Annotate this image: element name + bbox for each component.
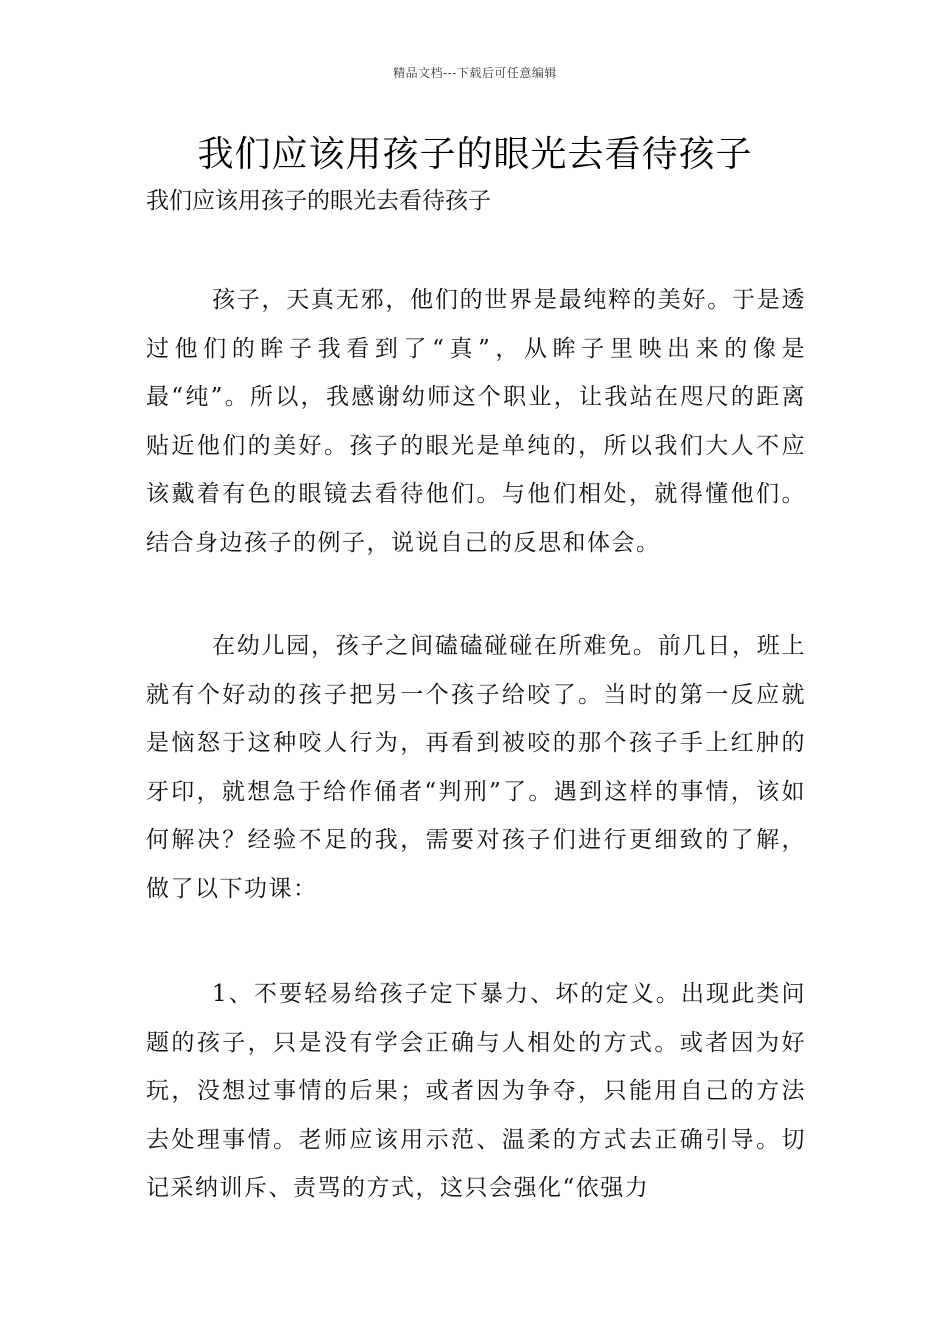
document-title: 我们应该用孩子的眼光去看待孩子: [197, 134, 753, 175]
document-subtitle: 我们应该用孩子的眼光去看待孩子: [146, 188, 491, 214]
body-paragraph-1: 孩子，天真无邪，他们的世界是最纯粹的美好。于是透过他们的眸子我看到了“真”，从眸子里映出来的像是最“纯”。所以，我感谢幼师这个职业，让我站在咫尺的距离贴近他们的美好。孩子的眼光是单纯的，所以我们大人不应该戴着有色的眼镜去看待他们。与他们相处，就得懂他们。结合身边孩子的例子，说说自己的反思和体会。: [146, 287, 806, 556]
page-header-note: 精品文档---下载后可任意编辑: [393, 66, 557, 80]
body-paragraph-2: 在幼儿园，孩子之间磕磕碰碰在所难免。前几日，班上就有个好动的孩子把另一个孩子给咬了。当时的第一反应就是恼怒于这种咬人行为，再看到被咬的那个孩子手上红肿的牙印，就想急于给作俑者“判刑”了。遇到这样的事情，该如何解决？经验不足的我，需要对孩子们进行更细致的了解，做了以下功课：: [146, 633, 806, 902]
body-paragraph-3: 1、不要轻易给孩子定下暴力、坏的定义。出现此类问题的孩子，只是没有学会正确与人相处的方式。或者因为好玩，没想过事情的后果；或者因为争夺，只能用自己的方法去处理事情。老师应该用示范、温柔的方式去正确引导。切记采纳训斥、责骂的方式，这只会强化“依强力: [146, 981, 806, 1201]
